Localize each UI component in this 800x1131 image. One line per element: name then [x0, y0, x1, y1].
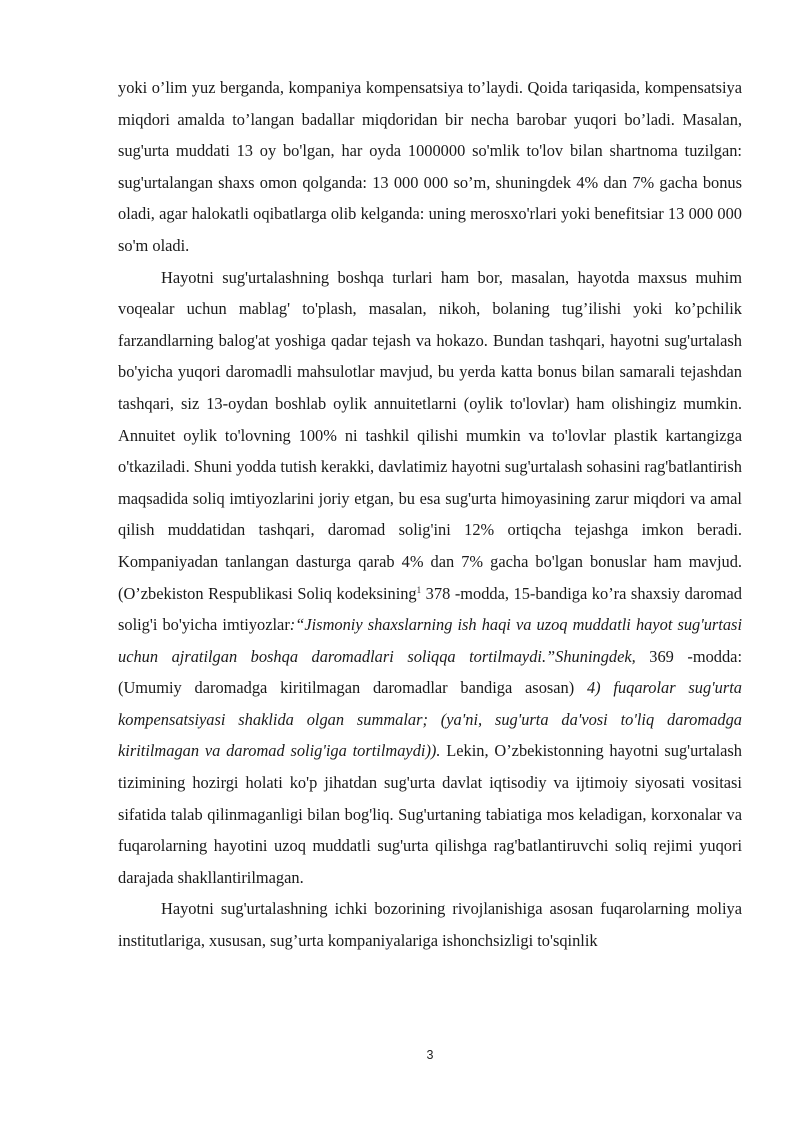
paragraph-2 — [118, 262, 742, 894]
page-number: 3 — [426, 1048, 434, 1062]
paragraph-2-italic-list: 4) fuqarolar sug'urta kompensatsiyasi shaklida olgan summalar; (ya'ni, sug'urta da'vosi to'liq daromadga kiritilmagan va daromad solig'iga tortilmaydi)). — [118, 678, 742, 761]
paragraph-2-text-b: 378 -modda, 15-bandiga ko’ra shaxsiy daromad solig'i bo'yicha imtiyozlar — [118, 583, 742, 635]
paragraph-2-text-a: Hayotni sug'urtalashning boshqa turlari ham bor, masalan, hayotda maxsus muhim voqealar uchun mablag' to'plash, masalan, nikoh, bolaning tug’ilishi yoki ko’pchilik farzandlarning balog'at yoshiga qadar tejash va hokazo. Bundan tashqari, hayotni sug'urtalash bo'yicha yuqori daromadli mahsulotlar mavjud, bu yerda katta bonus bilan samarali tejashdan tashqari, siz 13-oydan boshlab oylik annuitetlarni (oylik to'lovlar) ham olishingiz mumkin. Annuitet oylik to'lovning 100% ni tashkil qilishi mumkin va to'lovlar plastik kartangizga o'tkaziladi. Shuni yodda tutish kerakki, davlatimiz hayotni sug'urtalash sohasini rag'batlantirish maqsadida soliq imtiyozlarini joriy etgan, bu esa sug'urta himoyasining zarur miqdori va amal qilish muddatidan tashqari, daromad solig'ini 12% ortiqcha tejashga imkon beradi. Kompaniyadan tanlangan dasturga qarab 4% dan 7% gacha bo'lgan bonuslar ham mavjud. (O’zbekiston Respublikasi Soliq kodeksining — [118, 267, 742, 603]
paragraph-2-text-c: 369 -modda: (Umumiy daromadga kiritilmagan daromadlar bandiga asosan) — [118, 646, 742, 698]
paragraph-2-text-d: Lekin, O’zbekistonning hayotni sug'urtalash tizimining hozirgi holati ko'p jihatdan sug'urta davlat iqtisodiy va ijtimoiy siyosati vositasi sifatida talab qilinmaganligi bilan bog'liq. Sug'urtaning tabiatiga mos keladigan, korxonalar va fuqarolarning hayotini uzoq muddatli sug'urta qilishga rag'batlantiruvchi soliq rejimi yuqori darajada shakllantirilmagan. — [118, 741, 743, 887]
document-body — [118, 72, 742, 957]
paragraph-3: Hayotni sug'urtalashning ichki bozorining rivojlanishiga asosan fuqarolarning moliya institutlariga, xususan, sug’urta kompaniyalariga ishonchsizligi to'sqinlik — [118, 899, 742, 951]
paragraph-2-quote: :“Jismoniy shaxslarning ish haqi va uzoq muddatli hayot sug'urtasi uchun ajratilgan boshqa daromadlari soliqqa tortilmaydi.”Shuningdek, — [118, 615, 742, 666]
paragraph-1: yoki o’lim yuz berganda, kompaniya kompensatsiya to’laydi. Qoida tariqasida, kompensatsiya miqdori amalda to’langan badallar miqdoridan bir necha barobar yuqori bo’ladi. Masalan, sug'urta muddati 13 oy bo'lgan, har oyda 1000000 so'mlik to'lov bilan shartnoma tuzilgan: sug'urtalangan shaxs omon qolganda: 13 000 000 so’m, shuningdek 4% dan 7% gacha bonus oladi, agar halokatli oqibatlarga olib kelganda: uning merosxo'rlari yoki benefitsiar 13 000 000 so'm oladi. — [118, 78, 742, 255]
footnote-marker: 1 — [416, 584, 422, 595]
